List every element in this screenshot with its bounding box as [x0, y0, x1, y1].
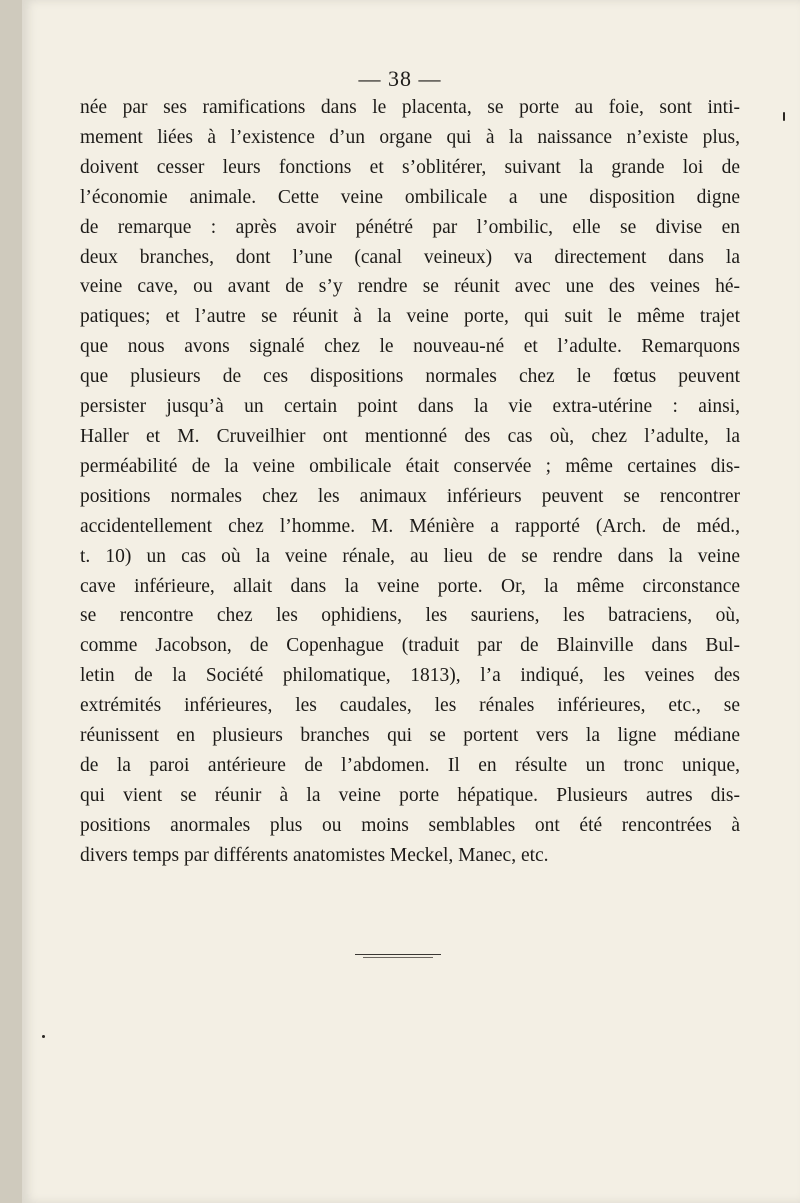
text-line: extrémités inférieures, les caudales, les rénales inférieures, etc., se — [80, 695, 740, 717]
text-line: persister jusqu’à un certain point dans la vie extra-utérine : ainsi, — [80, 396, 740, 418]
text-line: se rencontre chez les ophidiens, les sauriens, les batraciens, où, — [80, 605, 740, 627]
text-line: doivent cesser leurs fonctions et s’oblitérer, suivant la grande loi de — [80, 156, 740, 178]
text-line: deux branches, dont l’une (canal veineux) va directement dans la — [80, 246, 740, 268]
text-line: comme Jacobson, de Copenhague (traduit par de Blainville dans Bul- — [80, 635, 740, 657]
end-rule — [355, 954, 441, 955]
text-line: perméabilité de la veine ombilicale était conservée ; même certaines dis- — [80, 455, 740, 477]
text-line: mement liées à l’existence d’un organe qui à la naissance n’existe plus, — [80, 126, 740, 148]
text-line: t. 10) un cas où la veine rénale, au lieu de se rendre dans la veine — [80, 545, 740, 567]
text-line: letin de la Société philomatique, 1813), l’a indiqué, les veines des — [80, 665, 740, 687]
text-line: cave inférieure, allait dans la veine porte. Or, la même circonstance — [80, 575, 740, 597]
text-line: veine cave, ou avant de s’y rendre se réunit avec une des veines hé- — [80, 276, 740, 298]
text-line: l’économie animale. Cette veine ombilicale a une disposition digne — [80, 186, 740, 208]
text-line: positions normales chez les animaux inférieurs peuvent se rencontrer — [80, 485, 740, 507]
text-line: patiques; et l’autre se réunit à la veine porte, qui suit le même trajet — [80, 306, 740, 328]
text-line: positions anormales plus ou moins semblables ont été rencontrées à — [80, 814, 740, 836]
text-line: que plusieurs de ces dispositions normales chez le fœtus peuvent — [80, 366, 740, 388]
text-line: née par ses ramifications dans le placenta, se porte au foie, sont inti- — [80, 97, 740, 118]
page-number: — 38 — — [358, 66, 442, 91]
paper-speck — [783, 112, 785, 121]
paper-speck — [42, 1035, 45, 1038]
text-line: réunissent en plusieurs branches qui se portent vers la ligne médiane — [80, 725, 740, 747]
text-line: Haller et M. Cruveilhier ont mentionné des cas où, chez l’adulte, la — [80, 425, 740, 447]
text-line: de la paroi antérieure de l’abdomen. Il en résulte un tronc unique, — [80, 754, 740, 776]
text-line: que nous avons signalé chez le nouveau-né et l’adulte. Remarquons — [80, 336, 740, 358]
text-line: de remarque : après avoir pénétré par l’ombilic, elle se divise en — [80, 216, 740, 238]
text-line: accidentellement chez l’homme. M. Ménière a rapporté (Arch. de méd., — [80, 515, 740, 537]
body-text — [80, 93, 740, 871]
text-line: divers temps par différents anatomistes Meckel, Manec, etc. — [80, 844, 549, 866]
text-line: qui vient se réunir à la veine porte hépatique. Plusieurs autres dis- — [80, 784, 740, 806]
